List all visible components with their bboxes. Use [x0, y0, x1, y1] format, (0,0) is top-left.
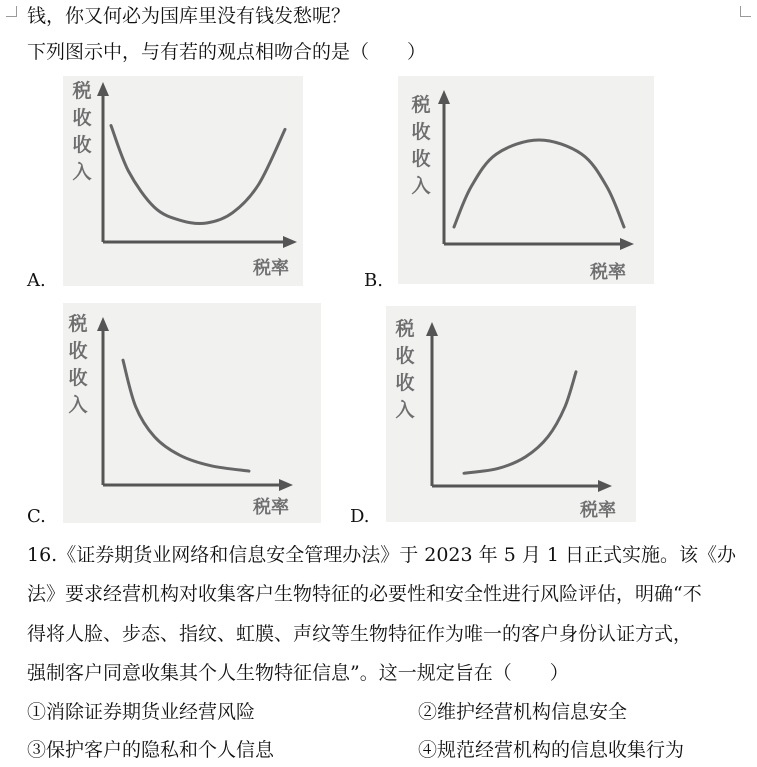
question-15-prompt: 下列图示中，与有若的观点相吻合的是（ ） [27, 41, 427, 63]
chart-d-option: D. [350, 506, 370, 527]
chart-d-x-arrow [598, 480, 612, 492]
chart-a-y-arrow [97, 82, 109, 96]
chart-c-x-arrow [279, 479, 293, 491]
chart-c-y-arrow [97, 317, 109, 331]
chart-a-ylabel: 税 收 收 入 [72, 80, 92, 183]
choice-4: ④规范经营机构的信息收集行为 [418, 739, 685, 761]
chart-b-option: B. [364, 270, 383, 291]
chart-c-option: C. [27, 506, 46, 527]
chart-c-curve [123, 360, 249, 471]
chart-c-xlabel: 税率 [253, 497, 289, 518]
chart-b [398, 76, 654, 284]
chart-d-curve [464, 372, 576, 474]
margin-corner-mark [740, 6, 751, 17]
margin-corner-mark [6, 6, 17, 17]
chart-a [63, 76, 303, 286]
chart-a-curve [111, 126, 285, 224]
chart-b-curve [454, 140, 624, 227]
chart-d-y-arrow [426, 322, 438, 336]
question-15-text: 钱，你又何必为国库里没有钱发愁呢？ [27, 5, 351, 27]
chart-c [63, 303, 321, 523]
question-16-line-2: 法》要求经营机构对收集客户生物特征的必要性和安全性进行风险评估，明确“不 [27, 583, 702, 605]
choice-2: ②维护经营机构信息安全 [418, 701, 628, 723]
choice-1: ①消除证券期货业经营风险 [27, 701, 256, 723]
chart-b-y-arrow [438, 90, 450, 104]
chart-d-ylabel: 税 收 收 入 [395, 318, 415, 421]
chart-b-x-arrow [620, 238, 634, 250]
chart-a-xlabel: 税率 [253, 258, 289, 279]
question-16-line-4: 强制客户同意收集其个人生物特征信息”。这一规定旨在（ ） [27, 662, 569, 684]
choice-3: ③保护客户的隐私和个人信息 [27, 739, 275, 761]
question-16-line-3: 得将人脸、步态、指纹、虹膜、声纹等生物特征作为唯一的客户身份认证方式， [27, 623, 693, 645]
question-16-line-1: 16.《证券期货业网络和信息安全管理办法》于 2023 年 5 月 1 日正式实施。该《办 [27, 544, 736, 566]
chart-c-svg [63, 303, 321, 523]
chart-b-xlabel: 税率 [590, 262, 626, 283]
chart-c-ylabel: 税 收 收 入 [68, 313, 88, 416]
chart-b-ylabel: 税 收 收 入 [411, 94, 431, 197]
chart-a-x-arrow [283, 236, 297, 248]
chart-d [386, 306, 636, 522]
chart-d-xlabel: 税率 [580, 500, 616, 521]
chart-a-option: A. [27, 270, 46, 291]
chart-d-svg [386, 306, 636, 522]
chart-b-svg [398, 76, 654, 284]
